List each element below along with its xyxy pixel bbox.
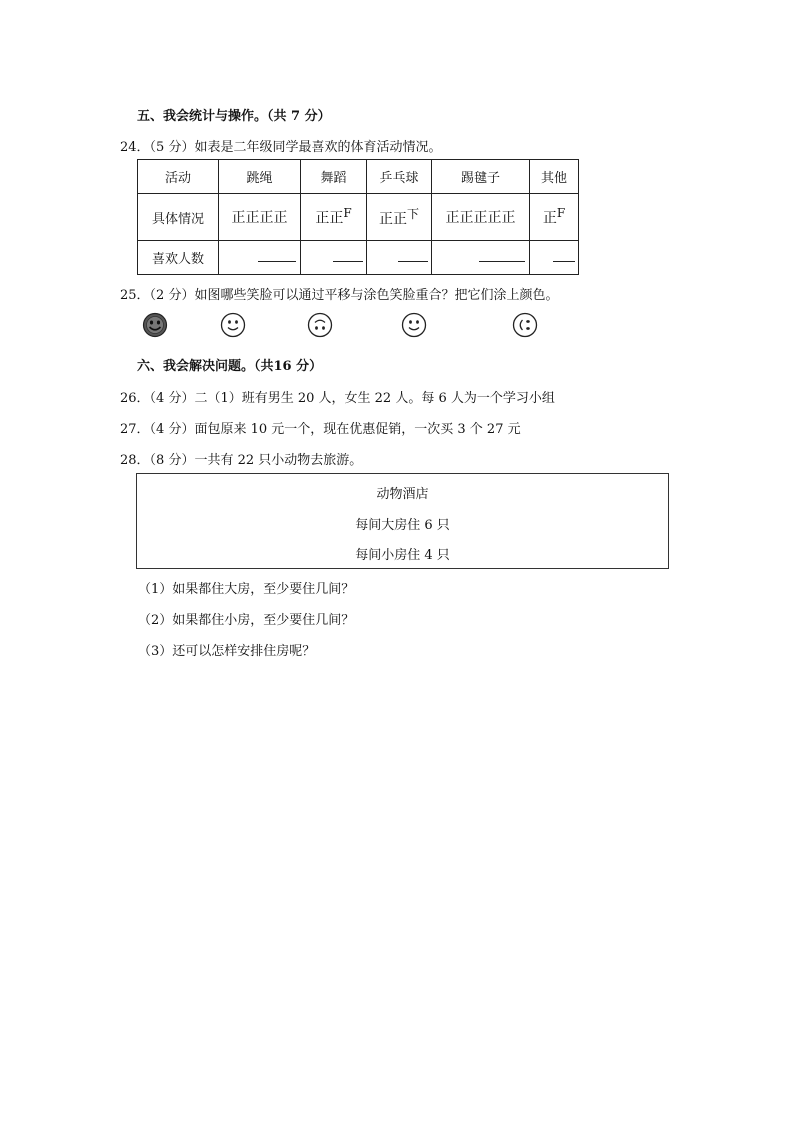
answer-blank[interactable]: [398, 260, 428, 262]
activity-cell: 踢毽子: [432, 160, 530, 194]
activity-cell: 跳绳: [219, 160, 301, 194]
question-28-sub-1: （1）如果都住大房，至少要住几间？: [138, 582, 355, 597]
tally-marks: 正正正正正: [445, 210, 516, 226]
small-room-rule: 每间小房住 4 只: [355, 548, 450, 563]
filled-smiley-face-icon[interactable]: [142, 312, 168, 338]
tally-partial: F: [556, 206, 566, 221]
answer-blank[interactable]: [553, 260, 575, 262]
table-row: [138, 241, 579, 275]
activity-stats-table: [137, 159, 579, 275]
tally-cell: [301, 194, 367, 241]
section-6-title: 六、我会解决问题。（共16 分）: [137, 359, 323, 374]
table-row: [138, 194, 579, 241]
answer-blank[interactable]: [479, 260, 525, 262]
question-27-text: 27．（4 分）面包原来 10 元一个，现在优惠促销，一次买 3 个 27 元: [120, 422, 521, 437]
table-header-cell: 具体情况: [138, 194, 219, 241]
question-26-text: 26．（4 分）二（1）班有男生 20 人，女生 22 人。每 6 人为一个学习小组: [120, 391, 555, 406]
question-28-sub-2: （2）如果都住小房，至少要住几间？: [138, 613, 355, 628]
smiley-faces-row: [0, 312, 794, 342]
activity-cell: 舞蹈: [301, 160, 367, 194]
answer-blank[interactable]: [258, 260, 296, 262]
question-28-text: 28．（8 分）一共有 22 只小动物去旅游。: [120, 453, 363, 468]
section-5-title: 五、我会统计与操作。（共 7 分）: [137, 109, 331, 124]
tally-cell: [219, 194, 301, 241]
answer-blank-cell[interactable]: [219, 241, 301, 275]
tally-marks: 正正: [378, 211, 407, 228]
tally-cell: [530, 194, 579, 241]
activity-cell: 其他: [530, 160, 579, 194]
smiley-face-icon[interactable]: [401, 312, 427, 338]
table-row: [138, 160, 579, 194]
tally-cell: [432, 194, 530, 241]
tally-marks: 正: [542, 210, 557, 227]
tally-partial: F: [343, 206, 352, 221]
table-header-cell: 活动: [138, 160, 219, 194]
answer-blank-cell[interactable]: [367, 241, 432, 275]
question-24-text: 24．（5 分）如表是二年级同学最喜欢的体育活动情况。: [120, 140, 442, 155]
answer-blank[interactable]: [333, 260, 363, 262]
tally-partial: 下: [406, 207, 419, 222]
smiley-face-icon[interactable]: [220, 312, 246, 338]
animal-hotel-box: [136, 473, 669, 569]
tally-marks: 正正: [315, 210, 344, 227]
answer-blank-cell[interactable]: [301, 241, 367, 275]
answer-blank-cell[interactable]: [530, 241, 579, 275]
activity-cell: 乒乓球: [367, 160, 432, 194]
large-room-rule: 每间大房住 6 只: [355, 518, 450, 533]
tally-marks: 正正正正: [231, 210, 288, 226]
tally-cell: [367, 194, 432, 241]
table-header-cell: 喜欢人数: [138, 241, 219, 275]
rotated-smiley-face-icon[interactable]: [307, 312, 333, 338]
question-25-text: 25．（2 分）如图哪些笑脸可以通过平移与涂色笑脸重合？把它们涂上颜色。: [120, 288, 559, 303]
answer-blank-cell[interactable]: [432, 241, 530, 275]
hotel-title: 动物酒店: [376, 487, 429, 502]
question-28-sub-3: （3）还可以怎样安排住房呢？: [138, 644, 316, 659]
sideways-smiley-face-icon[interactable]: [512, 312, 538, 338]
